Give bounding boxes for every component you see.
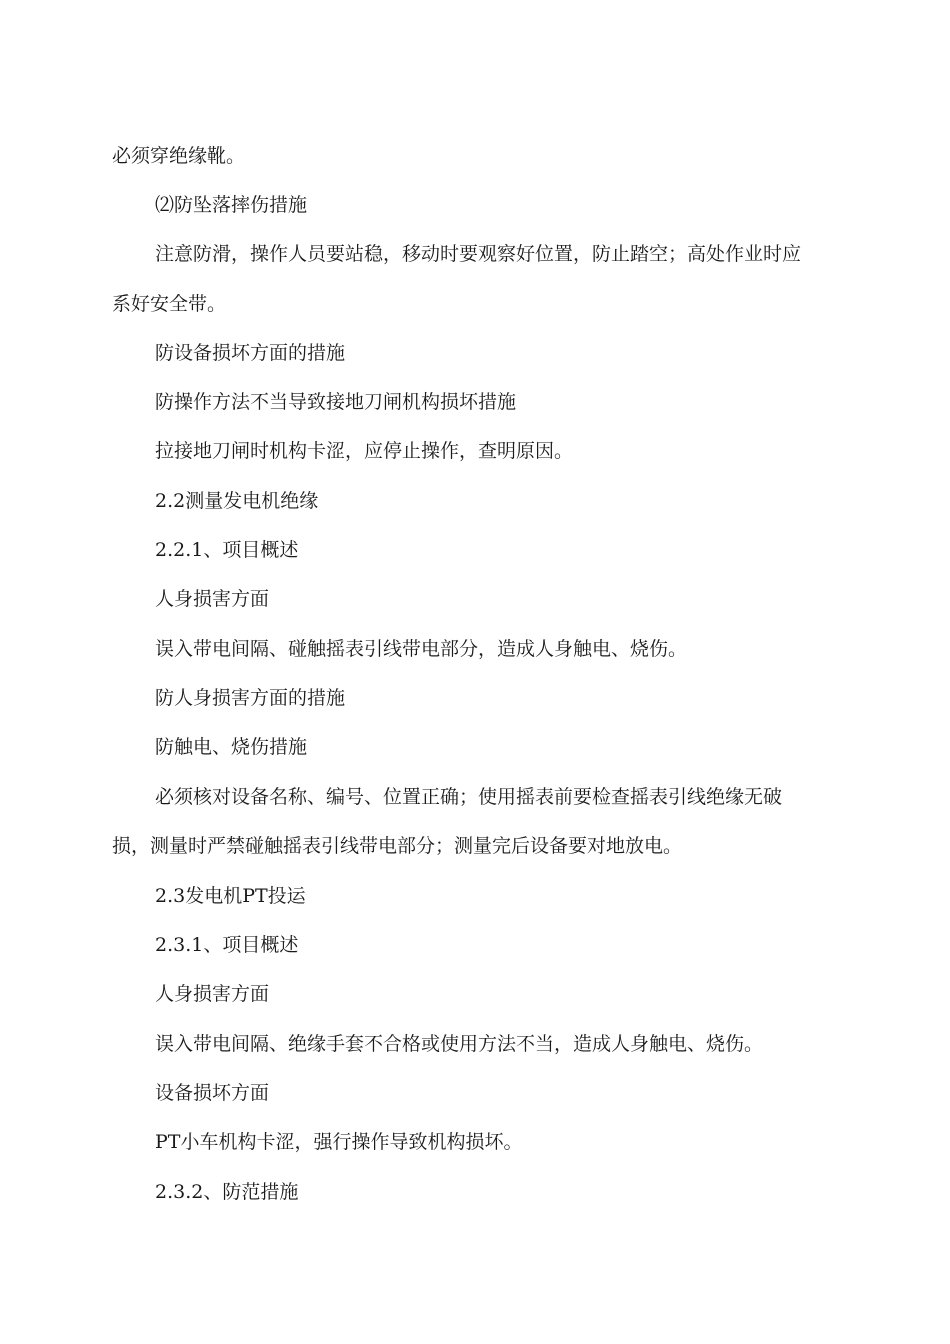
paragraph-17: 2.3.1、项目概述 xyxy=(155,934,299,956)
paragraph-8: 2.2测量发电机绝缘 xyxy=(155,490,319,512)
paragraph-22: 2.3.2、防范措施 xyxy=(155,1181,299,1203)
paragraph-9: 2.2.1、项目概述 xyxy=(155,539,299,561)
paragraph-15: 损，测量时严禁碰触摇表引线带电部分；测量完后设备要对地放电。 xyxy=(112,835,683,857)
paragraph-11: 误入带电间隔、碰触摇表引线带电部分，造成人身触电、烧伤。 xyxy=(155,638,688,660)
paragraph-4: 系好安全带。 xyxy=(112,293,227,315)
paragraph-12: 防人身损害方面的措施 xyxy=(155,687,346,709)
paragraph-3: 注意防滑，操作人员要站稳，移动时要观察好位置，防止踏空；高处作业时应 xyxy=(155,243,802,265)
paragraph-16: 2.3发电机PT投运 xyxy=(155,885,306,907)
paragraph-19: 误入带电间隔、绝缘手套不合格或使用方法不当，造成人身触电、烧伤。 xyxy=(155,1033,764,1055)
paragraph-14: 必须核对设备名称、编号、位置正确；使用摇表前要检查摇表引线绝缘无破 xyxy=(155,786,783,808)
paragraph-20: 设备损坏方面 xyxy=(155,1082,270,1104)
paragraph-5: 防设备损坏方面的措施 xyxy=(155,342,346,364)
paragraph-1: 必须穿绝缘靴。 xyxy=(112,145,246,167)
paragraph-7: 拉接地刀闸时机构卡涩，应停止操作，查明原因。 xyxy=(155,440,574,462)
paragraph-21: PT小车机构卡涩，强行操作导致机构损坏。 xyxy=(155,1131,523,1153)
paragraph-10: 人身损害方面 xyxy=(155,588,270,610)
paragraph-18: 人身损害方面 xyxy=(155,983,270,1005)
paragraph-13: 防触电、烧伤措施 xyxy=(155,736,308,758)
paragraph-2: ⑵防坠落摔伤措施 xyxy=(155,194,308,216)
paragraph-6: 防操作方法不当导致接地刀闸机构损坏措施 xyxy=(155,391,517,413)
